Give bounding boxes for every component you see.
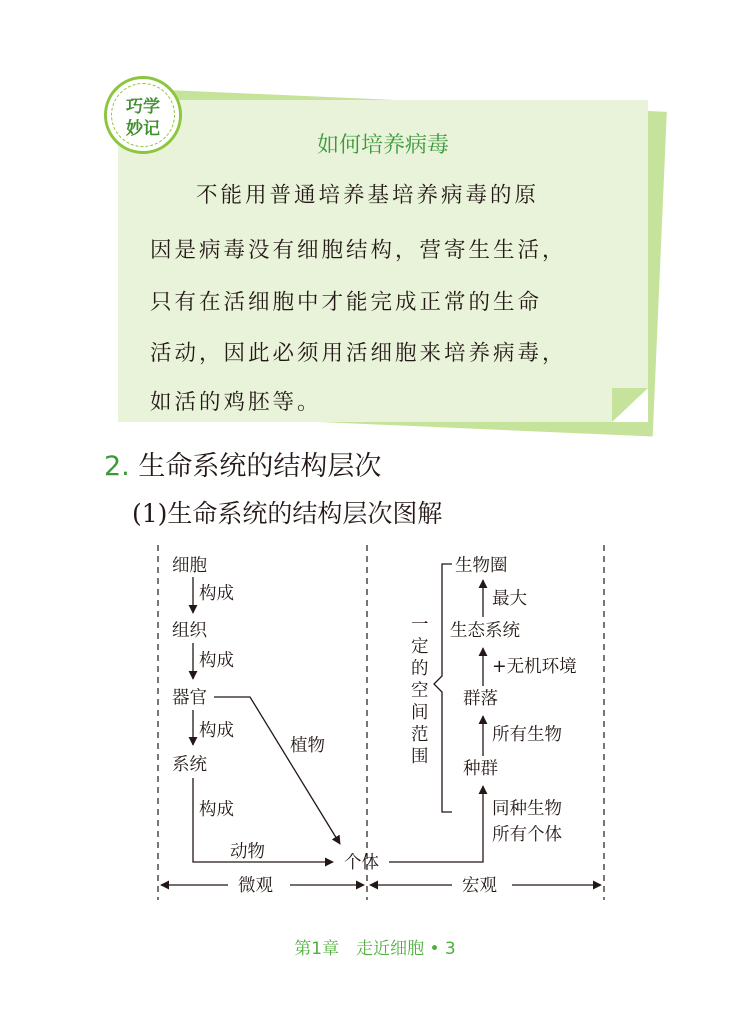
- section-title: 生命系统的结构层次: [138, 451, 382, 482]
- tip-badge-line-1: 巧学: [126, 97, 160, 117]
- plant-label: 植物: [290, 736, 325, 756]
- note-card-line-4: 活动，因此必须用活细胞来培养病毒，: [150, 341, 567, 366]
- animal-label: 动物: [230, 842, 265, 862]
- level-community: 群落: [463, 689, 498, 709]
- brace-char-3: 的: [411, 659, 429, 679]
- brace-char-6: 范: [411, 725, 429, 745]
- arrow-organ-individual: [214, 697, 340, 844]
- arrow-label-1: 构成: [199, 584, 234, 604]
- arrow-label-same-species: 同种生物: [492, 799, 562, 819]
- arrow-label-all-organisms: 所有生物: [492, 725, 562, 745]
- level-system: 系统: [172, 755, 207, 775]
- arrow-label-4: 构成: [199, 800, 234, 820]
- arrow-individual-population: [389, 786, 483, 862]
- subsection-heading: (1)生命系统的结构层次图解: [132, 499, 443, 528]
- macro-label: 宏观: [462, 876, 497, 896]
- note-card-line-3: 只有在活细胞中才能完成正常的生命: [150, 290, 543, 315]
- level-cell: 细胞: [172, 556, 207, 576]
- note-card-line-2: 因是病毒没有细胞结构，营寄生生活，: [150, 238, 567, 263]
- brace-char-5: 间: [411, 703, 429, 723]
- note-card-line-5: 如活的鸡胚等。: [150, 390, 322, 415]
- level-population: 种群: [463, 759, 498, 779]
- micro-label: 微观: [238, 876, 273, 896]
- level-organ: 器官: [172, 688, 207, 708]
- arrow-label-abiotic: +无机环境: [492, 657, 577, 677]
- brace-char-4: 空: [411, 681, 429, 701]
- section-number: 2.: [104, 451, 130, 482]
- level-individual: 个体: [344, 853, 379, 873]
- arrow-label-3: 构成: [199, 721, 234, 741]
- page-footer: 第1章 走近细胞 • 3: [294, 939, 456, 959]
- brace-char-1: 一: [411, 615, 429, 635]
- note-card-line-1: 不能用普通培养基培养病毒的原: [196, 183, 540, 208]
- tip-badge-line-2: 妙记: [126, 119, 160, 139]
- arrow-label-largest: 最大: [492, 589, 527, 609]
- brace-char-7: 围: [411, 747, 429, 767]
- brace-char-2: 定: [411, 637, 429, 657]
- arrow-label-2: 构成: [199, 651, 234, 671]
- arrow-label-all-individuals: 所有个体: [492, 825, 562, 845]
- space-range-brace: [434, 564, 452, 812]
- level-ecosystem: 生态系统: [450, 621, 520, 641]
- level-tissue: 组织: [172, 621, 207, 641]
- note-card-title: 如何培养病毒: [316, 133, 449, 158]
- level-biosphere: 生物圈: [455, 556, 508, 576]
